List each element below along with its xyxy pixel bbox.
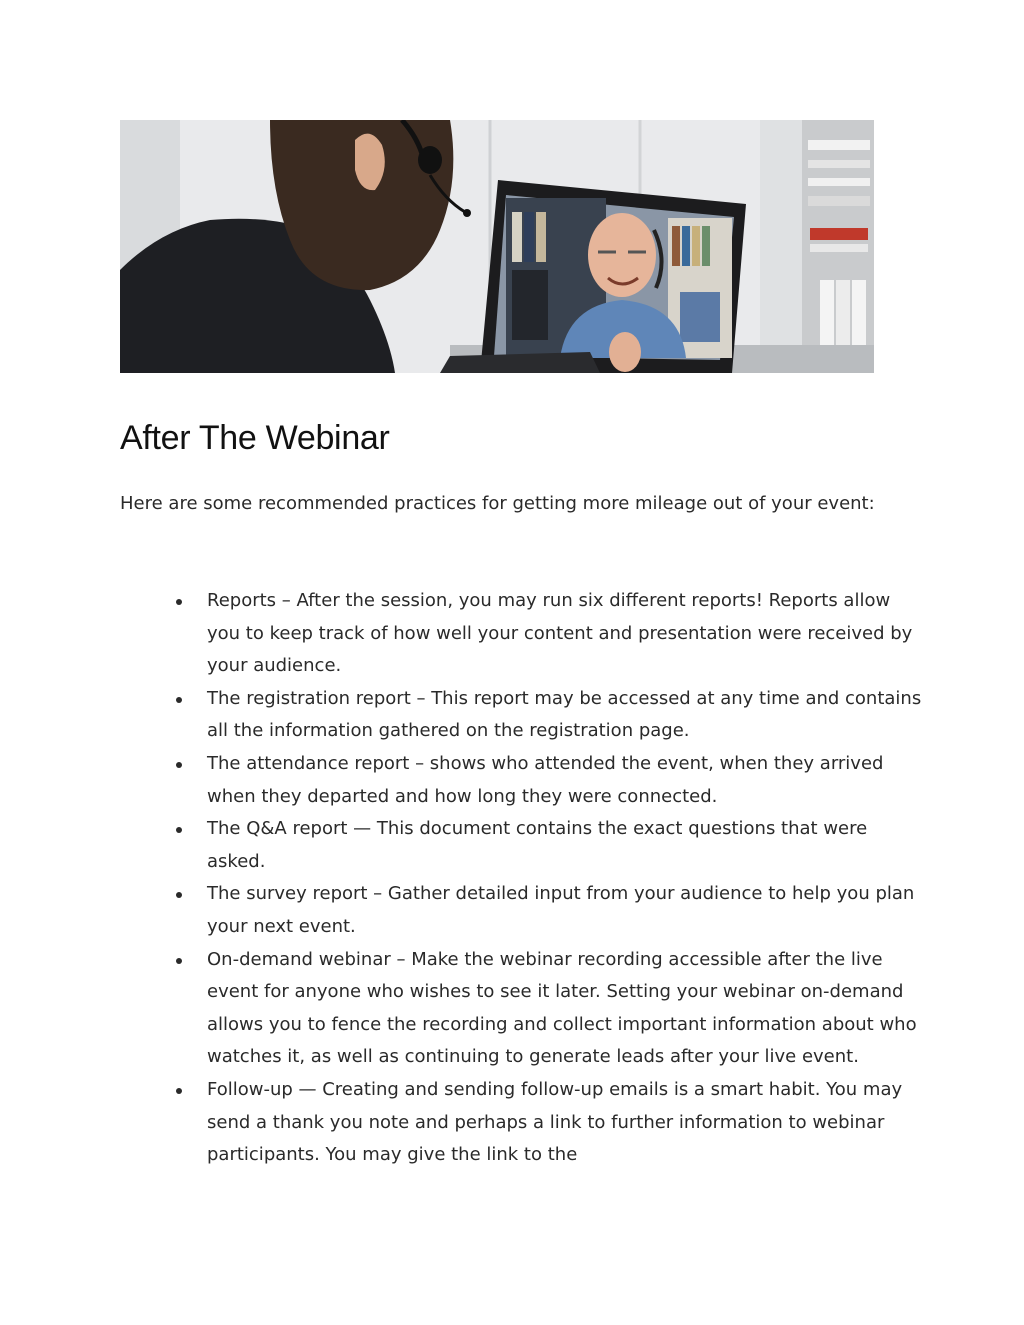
hero-photo [120,120,874,373]
list-item: The survey report – Gather detailed input from your audience to help you plan your next event. [207,878,927,943]
list-item: The Q&A report — This document contains the exact questions that were asked. [207,813,927,878]
list-item: The attendance report – shows who attended the event, when they arrived when they departed and how long they were connected. [207,748,927,813]
list-item: On-demand webinar – Make the webinar recording accessible after the live event for anyone who wishes to see it later. Setting your webinar on-demand allows you to fence the recording and collect important information about who watches it, as well as continuing to generate leads after your live event. [207,944,927,1074]
practices-list [207,585,927,1172]
page-title: After The Webinar [120,419,390,457]
list-item: Reports – After the session, you may run six different reports! Reports allow you to keep track of how well your content and presentation were received by your audience. [207,585,927,683]
list-item: The registration report – This report may be accessed at any time and contains all the information gathered on the registration page. [207,683,927,748]
intro-paragraph: Here are some recommended practices for getting more mileage out of your event: [120,493,875,514]
list-item: Follow-up — Creating and sending follow-up emails is a smart habit. You may send a thank you note and perhaps a link to further information to webinar participants. You may give the link to the [207,1074,927,1172]
